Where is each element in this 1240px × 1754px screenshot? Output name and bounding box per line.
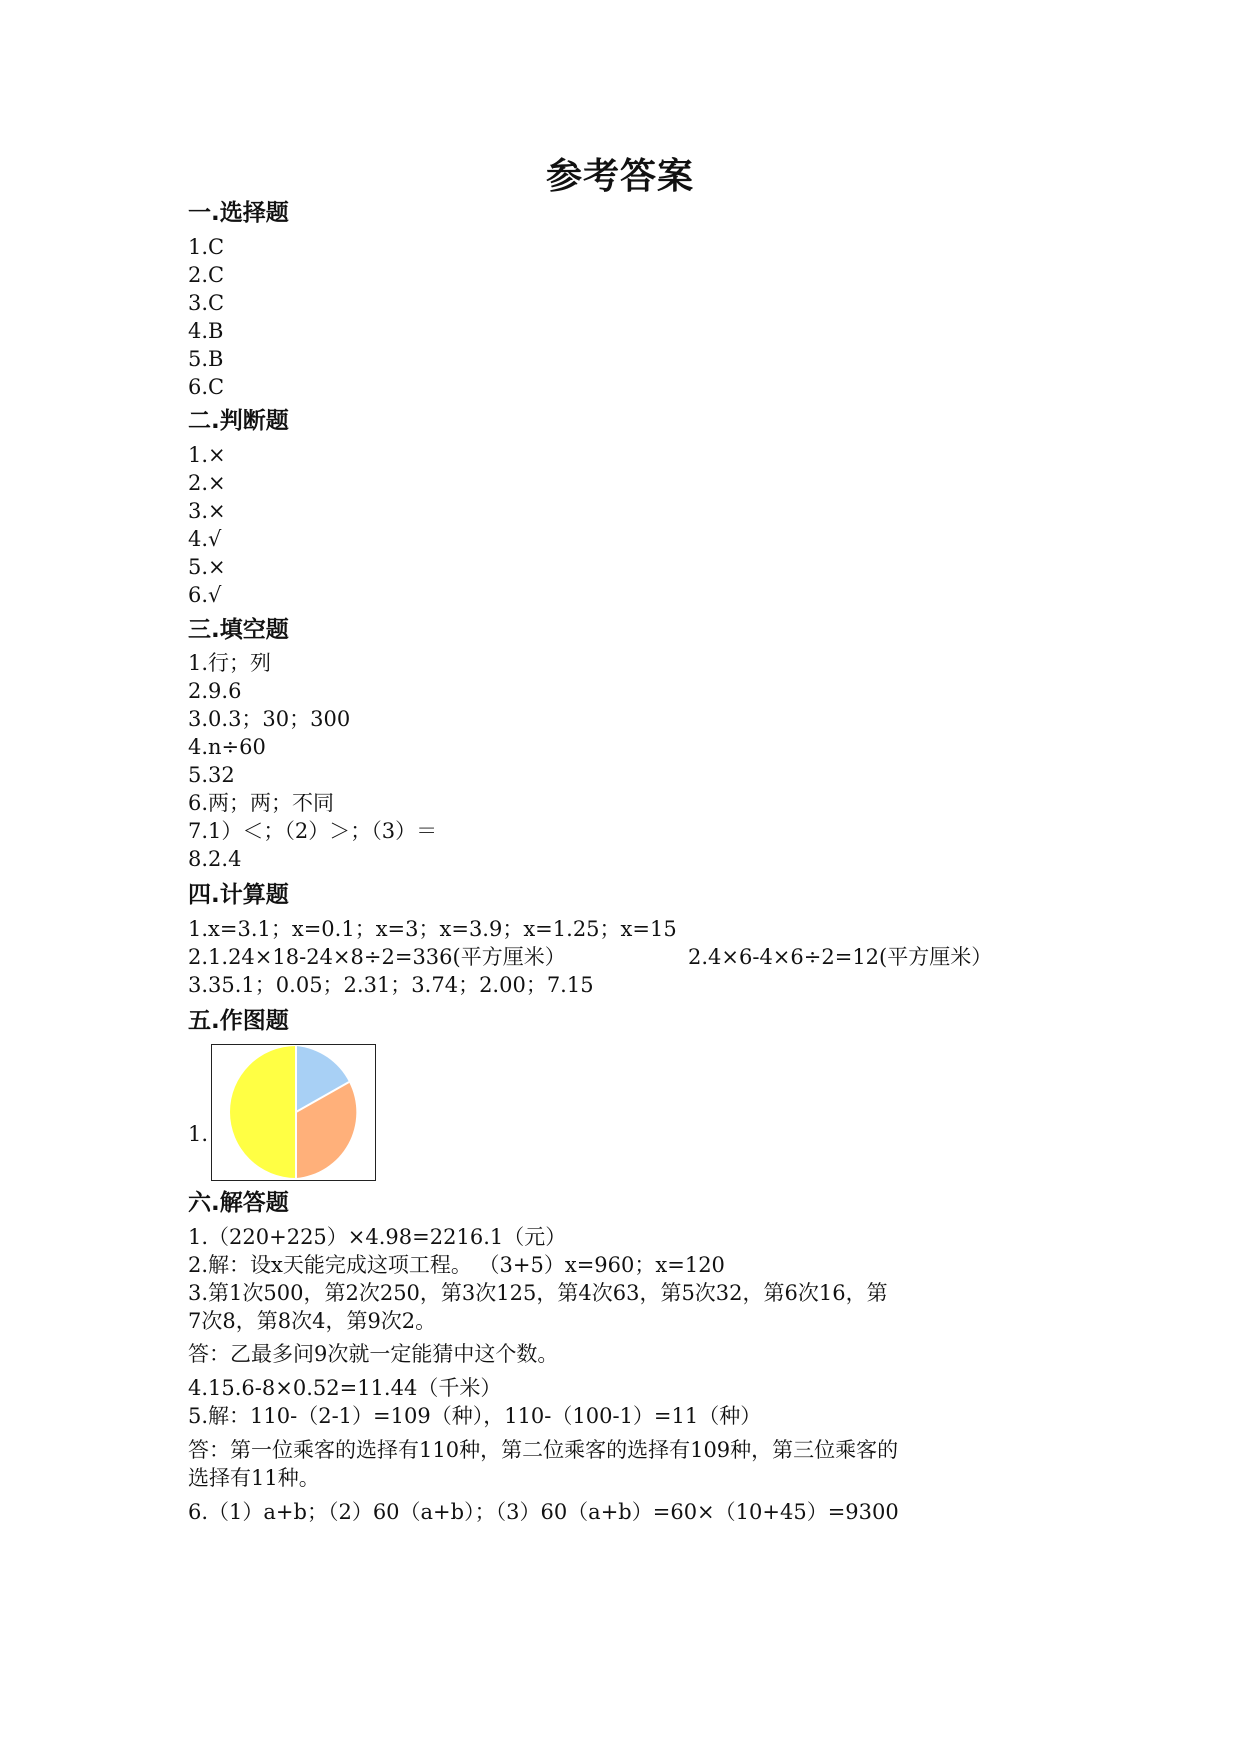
answer-line: 选择有11种。: [188, 1466, 320, 1490]
section-heading-solutions: 六.解答题: [188, 1190, 289, 1216]
answer-line: 1.×: [188, 443, 226, 467]
answer-line: 4.B: [188, 319, 224, 343]
answer-line-second-column: 2.4×6-4×6÷2=12(平方厘米）: [688, 945, 993, 969]
answer-line: 1.C: [188, 235, 225, 259]
figure-number-label: 1.: [188, 1122, 209, 1146]
answer-line: 3.×: [188, 499, 226, 523]
answer-line: 3.C: [188, 291, 225, 315]
answer-line: 5.解：110-（2-1）=109（种），110-（100-1）=11（种）: [188, 1404, 762, 1428]
section-heading-calculation: 四.计算题: [188, 882, 289, 908]
answer-line: 1.行；列: [188, 651, 272, 675]
section-heading-drawing: 五.作图题: [188, 1008, 289, 1034]
answer-line: 6.（1）a+b；（2）60（a+b）；（3）60（a+b）=60×（10+45）=9300: [188, 1500, 899, 1524]
pie-figure-frame: [211, 1044, 376, 1181]
section-heading-judgement: 二.判断题: [188, 408, 289, 434]
answer-line: 3.第1次500，第2次250，第3次125，第4次63，第5次32，第6次16，第: [188, 1281, 888, 1305]
answer-line: 3.35.1；0.05；2.31；3.74；2.00；7.15: [188, 973, 594, 997]
pie-figure: [212, 1045, 374, 1179]
answer-line: 2.9.6: [188, 679, 242, 703]
answer-line: 1.x=3.1；x=0.1；x=3；x=3.9；x=1.25；x=15: [188, 917, 677, 941]
answer-line: 5.32: [188, 763, 235, 787]
answer-line: 6.两；两；不同: [188, 791, 335, 815]
answer-line: 4.n÷60: [188, 735, 266, 759]
pie-slice-yellow: [230, 1046, 296, 1178]
answer-line: 3.0.3；30；300: [188, 707, 351, 731]
section-heading-choice: 一.选择题: [188, 200, 289, 226]
answer-line: 7次8，第8次4，第9次2。: [188, 1309, 437, 1333]
answer-line: 5.×: [188, 555, 226, 579]
answer-line: 答：第一位乘客的选择有110种，第二位乘客的选择有109种，第三位乘客的: [188, 1438, 899, 1462]
answer-line: 4.√: [188, 527, 222, 551]
answer-line: 7.1）＜；（2）＞；（3）＝: [188, 819, 438, 843]
answer-line: 5.B: [188, 347, 224, 371]
section-heading-fill-blank: 三.填空题: [188, 617, 289, 643]
answer-line: 6.C: [188, 375, 225, 399]
answer-line: 2.1.24×18-24×8÷2=336(平方厘米）: [188, 945, 566, 969]
answer-line: 2.×: [188, 471, 226, 495]
answer-line: 8.2.4: [188, 847, 242, 871]
answer-line: 1.（220+225）×4.98=2216.1（元）: [188, 1225, 567, 1249]
answer-line: 6.√: [188, 583, 222, 607]
answer-line: 4.15.6-8×0.52=11.44（千米）: [188, 1376, 502, 1400]
answer-line: 2.C: [188, 263, 225, 287]
page-title: 参考答案: [545, 156, 694, 197]
answer-line: 答：乙最多问9次就一定能猜中这个数。: [188, 1342, 559, 1366]
answer-line: 2.解：设x天能完成这项工程。 （3+5）x=960；x=120: [188, 1253, 725, 1277]
